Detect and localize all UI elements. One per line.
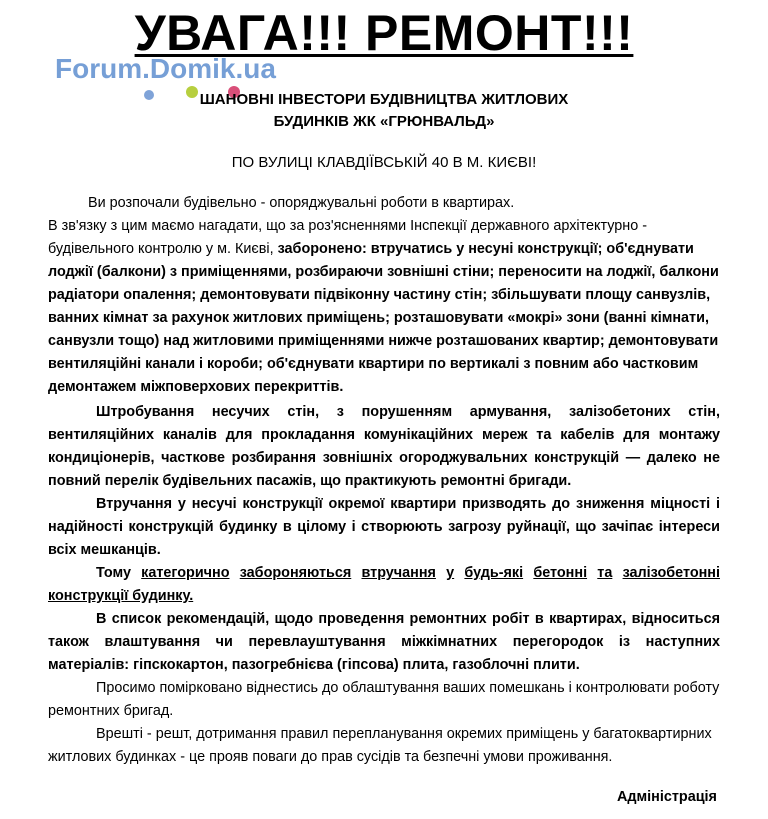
underlined-word: та [597, 565, 613, 581]
underlined-word: конструкції будинку. [48, 588, 194, 604]
notice-title: УВАГА!!! РЕМОНТ!!! [134, 5, 634, 61]
subtitle-line-1: ШАНОВНІ ІНВЕСТОРИ БУДІВНИЦТВА ЖИТЛОВИХ [199, 91, 569, 108]
closing-paragraph: Врешті - решт, дотримання правил перепланування окремих приміщень у багатоквартирних житлових будинках - це прояв поваги до прав сусідів та безпечні умови проживання. [48, 726, 712, 765]
underlined-word: втручання [361, 565, 436, 581]
chasing-text: Штробування несучих стін, з порушенням армування, залізобетоних стін, вентиляційних каналів для прокладання комунікаційних мереж та кабелів для монтажу кондиціонерів, часткове розбирання зовнішніх огороджувальних конструкцій — далеко не повний перелік будівельних пасажів, що практикують ремонтні бригади. [48, 404, 720, 489]
underlined-word: категорично [141, 565, 230, 581]
intervention-paragraph [48, 493, 720, 562]
underlined-word: бетонні [533, 565, 588, 581]
prohibitions-lead: В зв'язку з цим маємо нагадати, що за роз'ясненнями Інспекції державного архітектурно - будівельного контролю у м. Києві, [48, 218, 648, 257]
notice-body [48, 192, 720, 769]
word: Тому [96, 565, 131, 581]
watermark-logo: Forum.Domik.ua [55, 53, 276, 84]
intro-paragraph: Ви розпочали будівельно - опоряджувальні роботи в квартирах. [88, 195, 515, 211]
underlined-word: у [446, 565, 455, 581]
underlined-word: залізобетонні [622, 565, 720, 581]
request-paragraph: Просимо поміркованo віднестись до облаштування ваших помешкань і контролювати роботу ремонтних бригад. [48, 680, 720, 719]
underlined-word: будь-які [464, 565, 524, 581]
chasing-paragraph [48, 401, 720, 493]
prohibitions-paragraph [48, 215, 720, 399]
address-line: ПО ВУЛИЦІ КЛАВДІЇВСЬКІЙ 40 В М. КИЄВІ! [231, 154, 537, 171]
subtitle-line-2: БУДИНКІВ ЖК «ГРЮНВАЛЬД» [273, 113, 495, 130]
underlined-word: забороняються [239, 565, 352, 581]
prohibited-paragraph [48, 562, 720, 608]
intervention-text: Втручання у несучі конструкції окремої квартири призводять до зниження міцності і надійності конструкцій будинку в цілому і створюють загрозу руйнації, що зачіпає інтереси всіх мешканців. [48, 496, 720, 558]
recommendations-paragraph [48, 608, 720, 677]
signature: Адміністрація [617, 789, 717, 805]
recommendations-text: В список рекомендацій, щодо проведення ремонтних робіт в квартирах, відноситься також влаштування чи перевлауштування міжкімнатних перегородок із наступних матеріалів: гіпскокартон, пазогребнієва (гіпсова) плита, газоблочні плити. [48, 611, 720, 673]
prohibitions-list: заборонено: втручатись у несуні конструкції; об'єднувати лоджії (балкони) з приміщеннями, розбираючи зовнішні стіни; переносити на лоджії, балкони радіатори опалення; демонтовувати підвіконну частину стін; збільшувати площу санвузлів, ванних кімнат за рахунок житлових приміщень; розташовувати «мокрі» зони (ванні кімнати, санвузли тощо) над житловими приміщеннями нижче розташованих квартир; демонтовувати вентиляційні канали і короби; об'єднувати квартири по вертикалі з повним або частковим демонтажем міжповерхових перекриттів. [48, 241, 719, 395]
